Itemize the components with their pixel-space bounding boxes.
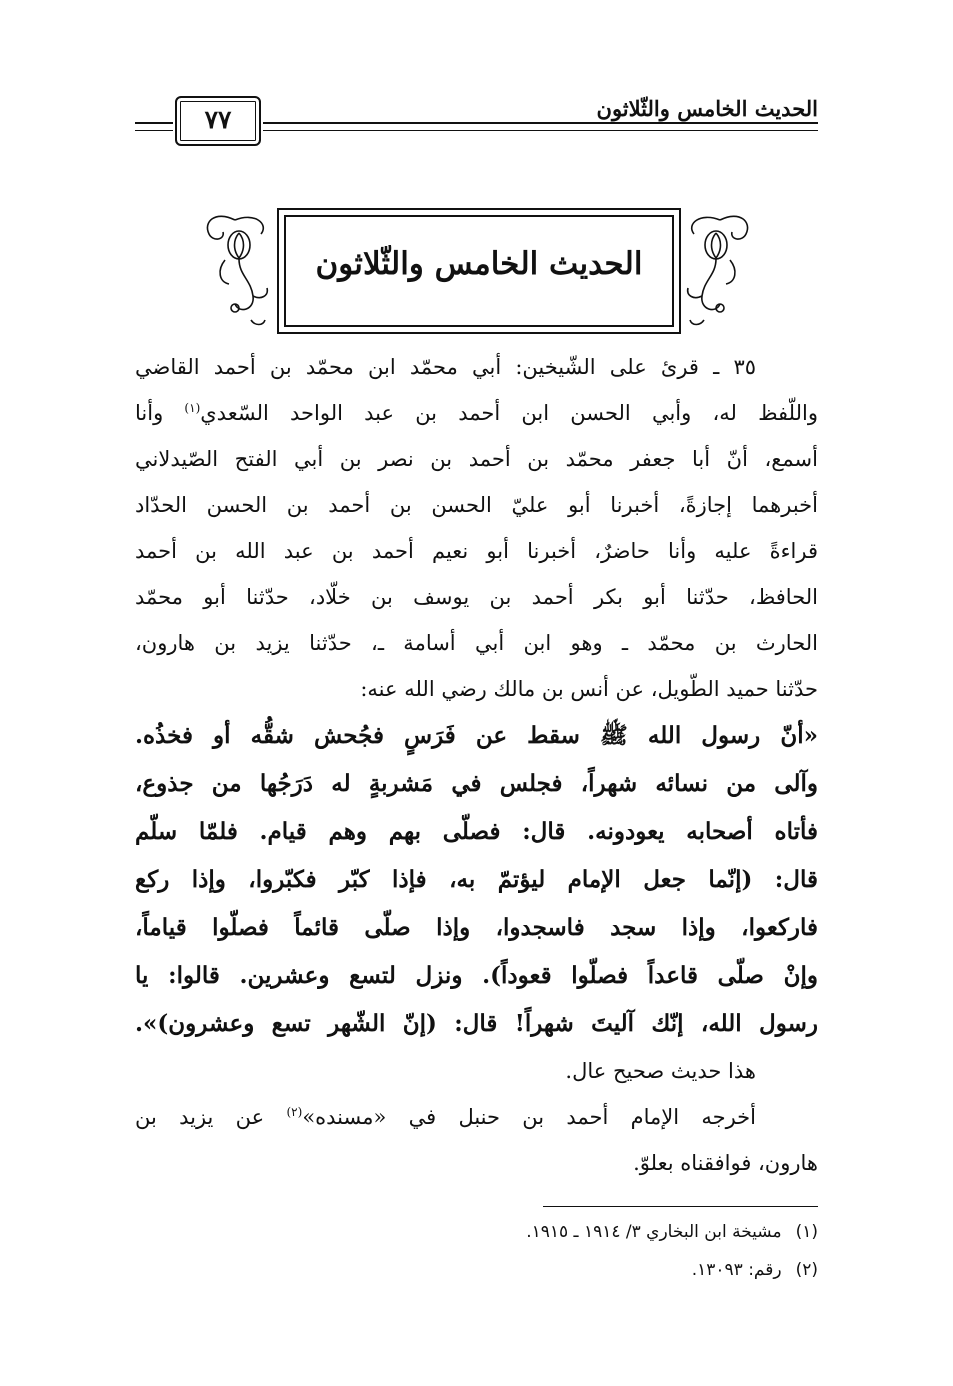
isnad-line: أسمع، أنّ أبا جعفر محمّد بن أحمد بن نصر بن أبي الفتح الصّيدلاني <box>135 447 818 471</box>
running-title: الحديث الخامس والثّلاثون <box>596 96 818 121</box>
header-rule <box>263 122 818 131</box>
isnad-line-text: واللّفظ له، وأبي الحسن ابن أحمد بن عبد الواحد السّعدي <box>200 401 818 425</box>
footnote <box>135 1213 818 1251</box>
footnote-number: (٢) <box>795 1260 818 1280</box>
footnote-text: مشيخة ابن البخاري ٣/ ١٩١٤ ـ ١٩١٥. <box>526 1222 782 1242</box>
hadith-body <box>135 344 818 1186</box>
hadith-text-line: وإنْ صلّى قاعداً فصلّوا قعوداً). ونزل لتسع وعشرين. قالوا: يا <box>135 962 818 989</box>
page-number-frame <box>175 96 261 146</box>
chapter-title-cartouche <box>195 200 760 340</box>
footnote-marker: (٢) <box>286 1105 303 1119</box>
footnotes <box>135 1213 818 1289</box>
isnad-line: حدّثنا حميد الطّويل، عن أنس بن مالك رضي الله عنه: <box>360 677 818 701</box>
hadith-text-line: قال: (إنّما جعل الإمام ليؤتمّ به، فإذا كبّر فكبّروا، وإذا ركع <box>135 866 818 893</box>
footnote-text: رقم: ١٣٠٩٣. <box>691 1260 782 1280</box>
hadith-text-line: «أنّ رسول الله ﷺ سقط عن فَرَسٍ فجُحش شقُّه أو فخذُه. <box>135 722 818 749</box>
footnote-marker: (١) <box>184 401 201 415</box>
isnad-line: الحارث بن محمّد ـ وهو ابن أبي أسامة ـ، حدّثنا يزيد بن هارون، <box>135 631 818 655</box>
isnad-line: الحافظ، حدّثنا أبو بكر أحمد بن يوسف بن خلّاد، حدّثنا أبو محمّد <box>135 585 818 609</box>
floral-ornament-right-icon <box>682 200 760 335</box>
page-number: ٧٧ <box>204 105 232 134</box>
chapter-title-frame <box>277 208 681 334</box>
hadith-text-line: فأتاه أصحابه يعودونه. قال: فصلّى بهم وهم قيام. فلمّا سلّم <box>135 818 818 845</box>
isnad-line <box>135 390 818 436</box>
isnad-line: أخبرهما إجازةً، أخبرنا أبو عليّ الحسن بن أحمد بن الحسن الحدّاد <box>135 493 818 517</box>
takhrij-line <box>135 1094 818 1140</box>
isnad-line: قراءةً عليه وأنا حاضرٌ، أخبرنا أبو نعيم أحمد بن عبد الله بن أحمد <box>135 539 818 563</box>
verdict-line: هذا حديث صحيح عال. <box>565 1059 756 1083</box>
chapter-title: الحديث الخامس والثّلاثون <box>315 246 643 282</box>
floral-ornament-left-icon <box>195 200 273 335</box>
hadith-text-line: فاركعوا، وإذا سجد فاسجدوا، وإذا صلّى قائماً فصلّوا قياماً، <box>135 914 818 941</box>
isnad-line-tail: وأنا <box>135 401 164 425</box>
running-head <box>135 92 818 142</box>
isnad-line: ٣٥ ـ قرئ على الشّيخين: أبي محمّد ابن محمّد بن أحمد القاضي <box>135 355 756 379</box>
takhrij-text: أخرجه الإمام أحمد بن حنبل في «مسنده» <box>302 1105 757 1129</box>
hadith-text-line: وآلى من نسائه شهراً، فجلس في مَشربةٍ له دَرَجُها من جذوع، <box>135 770 818 797</box>
footnote <box>135 1251 818 1289</box>
footnote-separator <box>543 1206 818 1207</box>
takhrij-line: هارون، فوافقناه بعلوّ. <box>633 1151 818 1175</box>
hadith-text-line: رسول الله، إنّك آليتَ شهراً! قال: (إنّ الشّهر تسع وعشرون)». <box>135 1010 818 1037</box>
takhrij-tail: عن يزيد بن <box>135 1105 265 1129</box>
header-rule-short <box>135 122 173 131</box>
footnote-number: (١) <box>795 1222 818 1242</box>
